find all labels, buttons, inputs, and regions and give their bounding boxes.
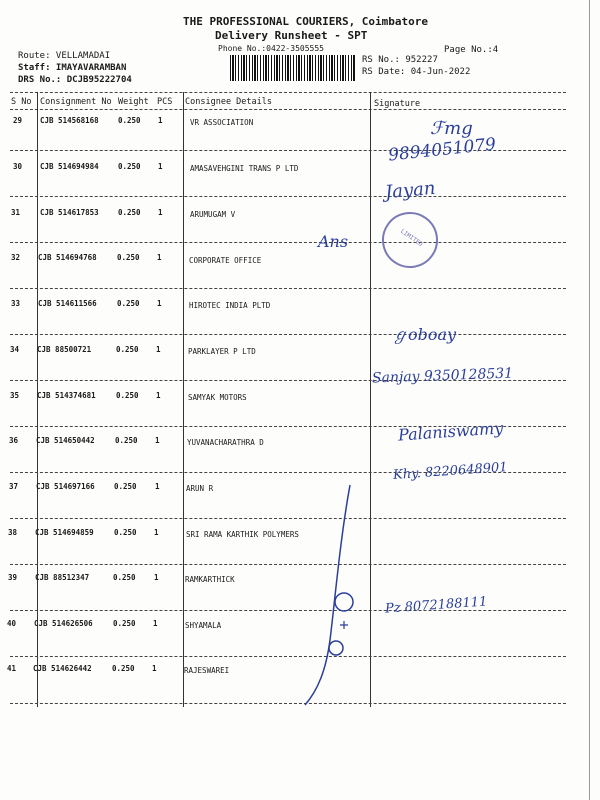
row-sno: 38: [8, 528, 18, 537]
row-consignment: CJB 514694984: [40, 162, 99, 171]
signature-name: Jayan: [384, 177, 437, 204]
row-weight: 0.250: [118, 208, 141, 217]
row-sno: 30: [13, 162, 23, 171]
row-consignment: CJB 514374681: [37, 391, 96, 400]
signature-name: Palaniswamy: [397, 418, 504, 445]
col-consignment: Consignment No: [40, 97, 112, 107]
company-stamp: [371, 201, 449, 279]
route: Route: VELLAMADAI: [18, 51, 111, 61]
row-sno: 36: [9, 436, 19, 445]
row-consignee: RAJESWAREI: [184, 666, 230, 675]
row-sno: 33: [11, 299, 21, 308]
row-pcs: 1: [155, 436, 160, 445]
row-sno: 41: [7, 664, 17, 673]
row-divider: [10, 564, 566, 565]
row-pcs: 1: [156, 391, 161, 400]
row-pcs: 1: [158, 116, 163, 125]
row-consignment: CJB 514611566: [38, 299, 97, 308]
row-pcs: 1: [152, 664, 157, 673]
row-consignee: YUVANACHARATHRA D: [187, 438, 264, 447]
row-consignment: CJB 514694859: [35, 528, 94, 537]
row-divider: [10, 703, 566, 704]
row-weight: 0.250: [116, 345, 139, 354]
row-consignee: SAMYAK MOTORS: [188, 393, 247, 402]
row-consignee: SHYAMALA: [185, 621, 222, 630]
row-weight: 0.250: [114, 528, 137, 537]
row-consignee: CORPORATE OFFICE: [189, 256, 262, 265]
rs-number: RS No.: 952227: [362, 55, 438, 65]
row-divider: [10, 610, 566, 611]
row-consignee: RAMKARTHICK: [185, 575, 235, 584]
row-sno: 35: [10, 391, 20, 400]
col-consignee: Consignee Details: [185, 97, 272, 107]
row-sno: 34: [10, 345, 20, 354]
row-consignment: CJB 514626442: [33, 664, 92, 673]
barcode-icon: [230, 55, 356, 81]
column-divider: [183, 92, 184, 707]
col-signature: Signature: [374, 99, 421, 109]
row-pcs: 1: [158, 162, 163, 171]
row-divider: [10, 288, 566, 289]
row-consignment: CJB 514697166: [36, 482, 95, 491]
signature-phone: Pz 8072188111: [384, 594, 488, 617]
row-consignee: VR ASSOCIATION: [190, 118, 254, 127]
signature-phone: 9894051079: [387, 134, 497, 166]
signature-scribble: Ans: [318, 232, 349, 251]
row-consignee: ARUMUGAM V: [190, 210, 236, 219]
row-consignee: SRI RAMA KARTHIK POLYMERS: [186, 530, 299, 539]
row-consignment: CJB 514568168: [40, 116, 99, 125]
row-pcs: 1: [153, 619, 158, 628]
pen-stroke-icon: [300, 480, 380, 710]
row-sno: 32: [11, 253, 21, 262]
signature-scribble: ℱmg: [430, 118, 473, 139]
row-weight: 0.250: [112, 664, 135, 673]
page-edge: [589, 0, 590, 800]
signature-phone: Sanjay 9350128531: [371, 365, 514, 387]
row-weight: 0.250: [118, 162, 141, 171]
row-weight: 0.250: [116, 391, 139, 400]
row-weight: 0.250: [117, 253, 140, 262]
row-consignment: CJB 88500721: [37, 345, 92, 354]
row-divider: [10, 518, 566, 519]
row-sno: 29: [13, 116, 23, 125]
header-top-rule: [10, 92, 566, 93]
row-pcs: 1: [154, 573, 159, 582]
row-weight: 0.250: [113, 573, 136, 582]
header-bottom-rule: [10, 109, 566, 110]
row-weight: 0.250: [115, 436, 138, 445]
row-consignment: CJB 88512347: [35, 573, 90, 582]
company-name: THE PROFESSIONAL COURIERS, Coimbatore: [183, 15, 429, 28]
row-pcs: 1: [157, 299, 162, 308]
col-sno: S No: [11, 97, 32, 107]
stamp-text: LIMITED: [399, 227, 424, 249]
row-pcs: 1: [154, 528, 159, 537]
row-sno: 37: [9, 482, 19, 491]
row-pcs: 1: [157, 253, 162, 262]
signature-scribble: ℊoboay: [392, 325, 457, 344]
row-weight: 0.250: [117, 299, 140, 308]
col-weight: Weight: [118, 97, 149, 107]
drs-number: DRS No.: DCJB95222704: [18, 75, 132, 85]
row-consignment: CJB 514694768: [38, 253, 97, 262]
row-pcs: 1: [156, 345, 161, 354]
row-consignment: CJB 514626506: [34, 619, 93, 628]
row-consignee: ARUN R: [186, 484, 214, 493]
row-consignee: HIROTEC INDIA PLTD: [189, 301, 271, 310]
signature-phone: Khy. 8220648901: [392, 460, 509, 483]
row-divider: [10, 656, 566, 657]
row-sno: 40: [7, 619, 17, 628]
row-consignment: CJB 514617853: [40, 208, 99, 217]
row-consignment: CJB 514650442: [36, 436, 95, 445]
row-sno: 39: [8, 573, 18, 582]
row-pcs: 1: [158, 208, 163, 217]
row-weight: 0.250: [118, 116, 141, 125]
page-number: Page No.:4: [444, 45, 499, 55]
staff: Staff: IMAYAVARAMBAN: [18, 63, 127, 73]
col-pcs: PCS: [157, 97, 173, 107]
row-divider: [10, 334, 566, 335]
row-divider: [10, 196, 566, 197]
row-sno: 31: [11, 208, 21, 217]
sheet-title: Delivery Runsheet - SPT: [215, 29, 368, 42]
row-consignee: PARKLAYER P LTD: [188, 347, 256, 356]
row-consignee: AMASAVEHGINI TRANS P LTD: [190, 164, 299, 173]
row-weight: 0.250: [113, 619, 136, 628]
rs-date: RS Date: 04-Jun-2022: [362, 67, 471, 77]
row-weight: 0.250: [114, 482, 137, 491]
phone-number: Phone No.:0422-3505555: [218, 44, 324, 53]
row-pcs: 1: [155, 482, 160, 491]
row-divider: [10, 242, 566, 243]
